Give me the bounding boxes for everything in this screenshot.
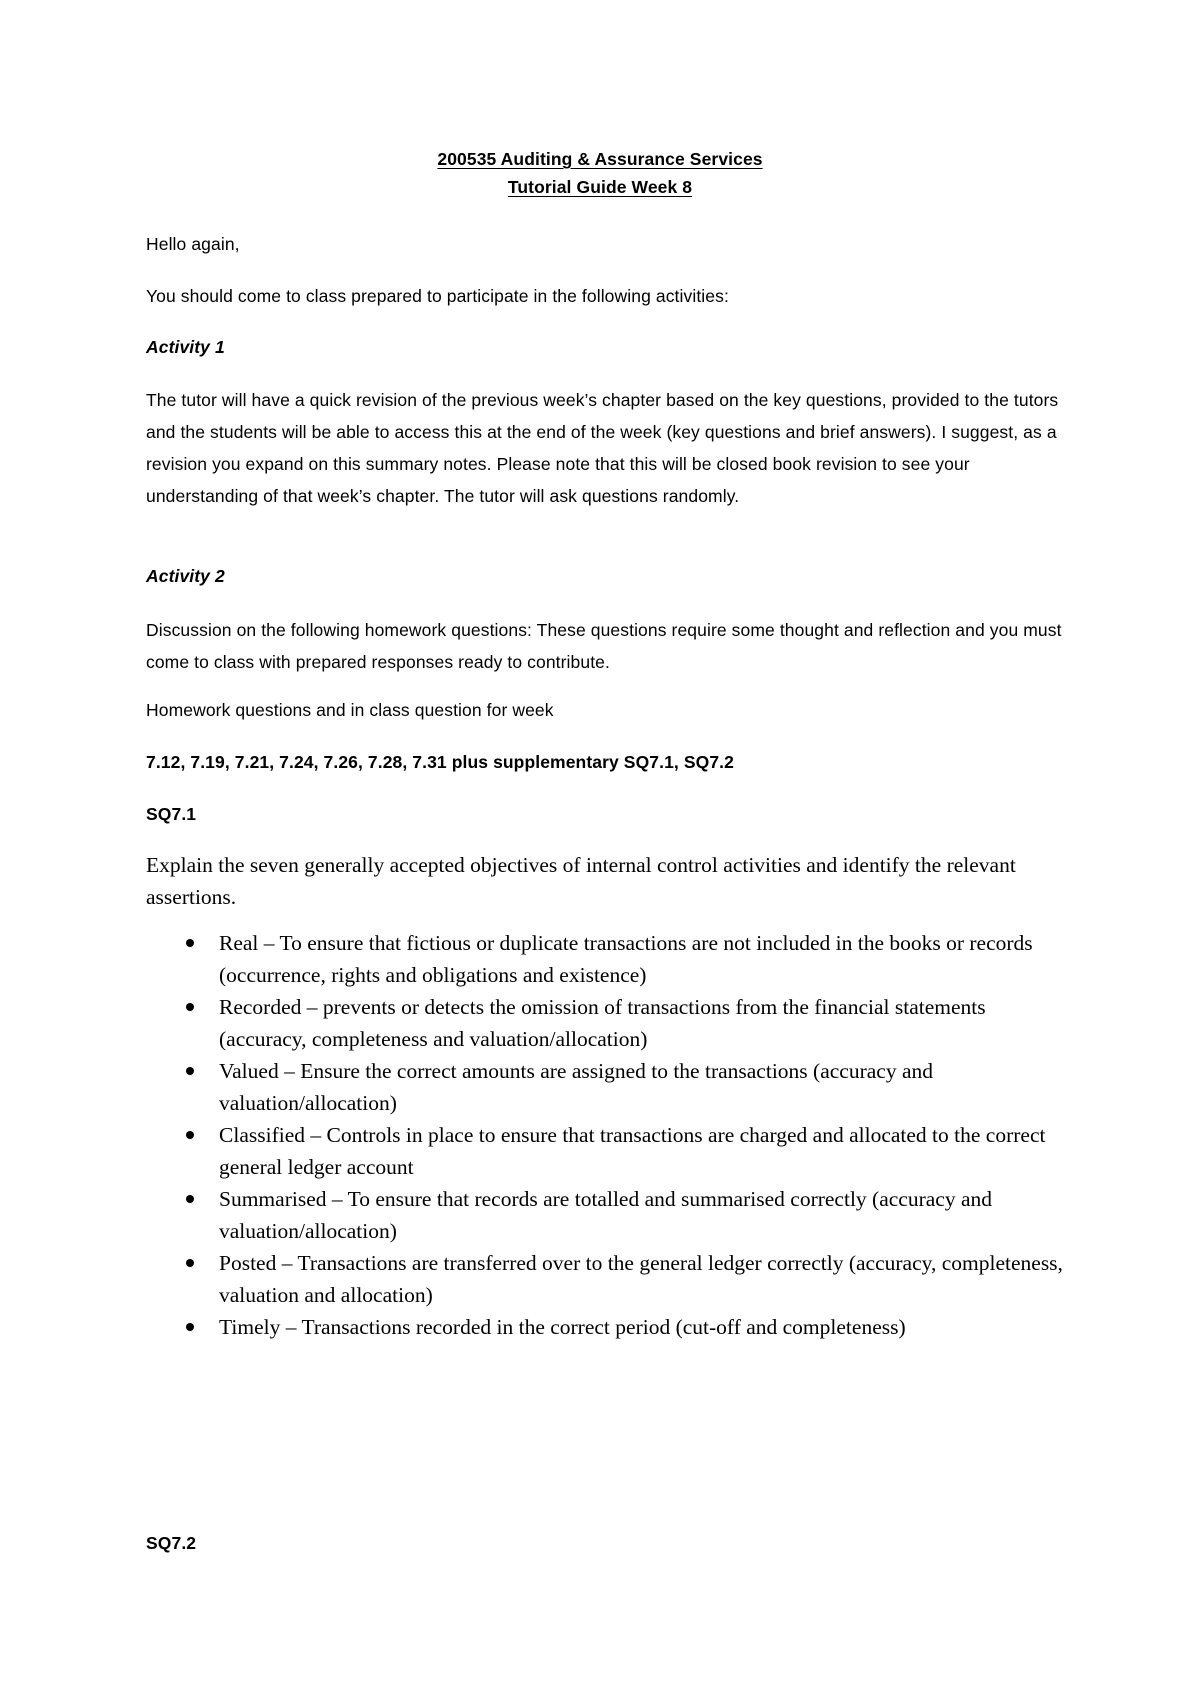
list-item: [146, 1119, 1076, 1183]
list-item: [146, 927, 1076, 991]
activity-2-body: Discussion on the following homework questions: These questions require some thought and reflection and you must come to class with prepared responses ready to contribute.: [146, 620, 1062, 672]
bullet-icon: [186, 1323, 194, 1331]
objectives-list: [146, 927, 1076, 1343]
bullet-icon: [186, 1195, 194, 1203]
objective-text: Classified – Controls in place to ensure that transactions are charged and allocated to the correct general ledger account: [219, 1123, 1046, 1179]
sq71-question: Explain the seven generally accepted objectives of internal control activities and identify the relevant assertions.: [146, 853, 1016, 909]
activity-1-heading: Activity 1: [146, 337, 225, 357]
list-item: [146, 1311, 1076, 1343]
list-item: [146, 1183, 1076, 1247]
objective-text: Valued – Ensure the correct amounts are assigned to the transactions (accuracy and valuation/allocation): [219, 1059, 933, 1115]
sq72-heading: SQ7.2: [146, 1533, 197, 1553]
bullet-icon: [186, 1003, 194, 1011]
homework-intro: Homework questions and in class question for week: [146, 700, 554, 720]
objective-text: Timely – Transactions recorded in the correct period (cut-off and completeness): [219, 1315, 906, 1339]
greeting: Hello again,: [146, 234, 240, 254]
instruction-text: You should come to class prepared to participate in the following activities:: [146, 286, 729, 306]
bullet-icon: [186, 939, 194, 947]
activity-1-body: The tutor will have a quick revision of the previous week’s chapter based on the key questions, provided to the tutors and the students will be able to access this at the end of the week (key questions and brief answers). I suggest, as a revision you expand on this summary notes. Please note that this will be closed book revision to see your understanding of that week’s chapter. The tutor will ask questions randomly.: [146, 390, 1059, 506]
bullet-icon: [186, 1259, 194, 1267]
objective-text: Recorded – prevents or detects the omission of transactions from the financial statements (accuracy, completeness and valuation/allocation): [219, 995, 986, 1051]
bullet-icon: [186, 1131, 194, 1139]
bullet-icon: [186, 1067, 194, 1075]
list-item: [146, 991, 1076, 1055]
objective-text: Real – To ensure that fictious or duplicate transactions are not included in the books or records (occurrence, rights and obligations and existence): [219, 931, 1033, 987]
homework-question-list: 7.12, 7.19, 7.21, 7.24, 7.26, 7.28, 7.31 plus supplementary SQ7.1, SQ7.2: [146, 752, 734, 772]
sq71-heading: SQ7.1: [146, 804, 197, 824]
list-item: [146, 1247, 1076, 1311]
activity-2-heading: Activity 2: [146, 566, 225, 586]
objective-text: Posted – Transactions are transferred over to the general ledger correctly (accuracy, completeness, valuation and allocation): [219, 1251, 1063, 1307]
guide-title: Tutorial Guide Week 8: [507, 177, 693, 197]
objective-text: Summarised – To ensure that records are totalled and summarised correctly (accuracy and valuation/allocation): [219, 1187, 992, 1243]
list-item: [146, 1055, 1076, 1119]
course-title: 200535 Auditing & Assurance Services: [437, 149, 763, 169]
